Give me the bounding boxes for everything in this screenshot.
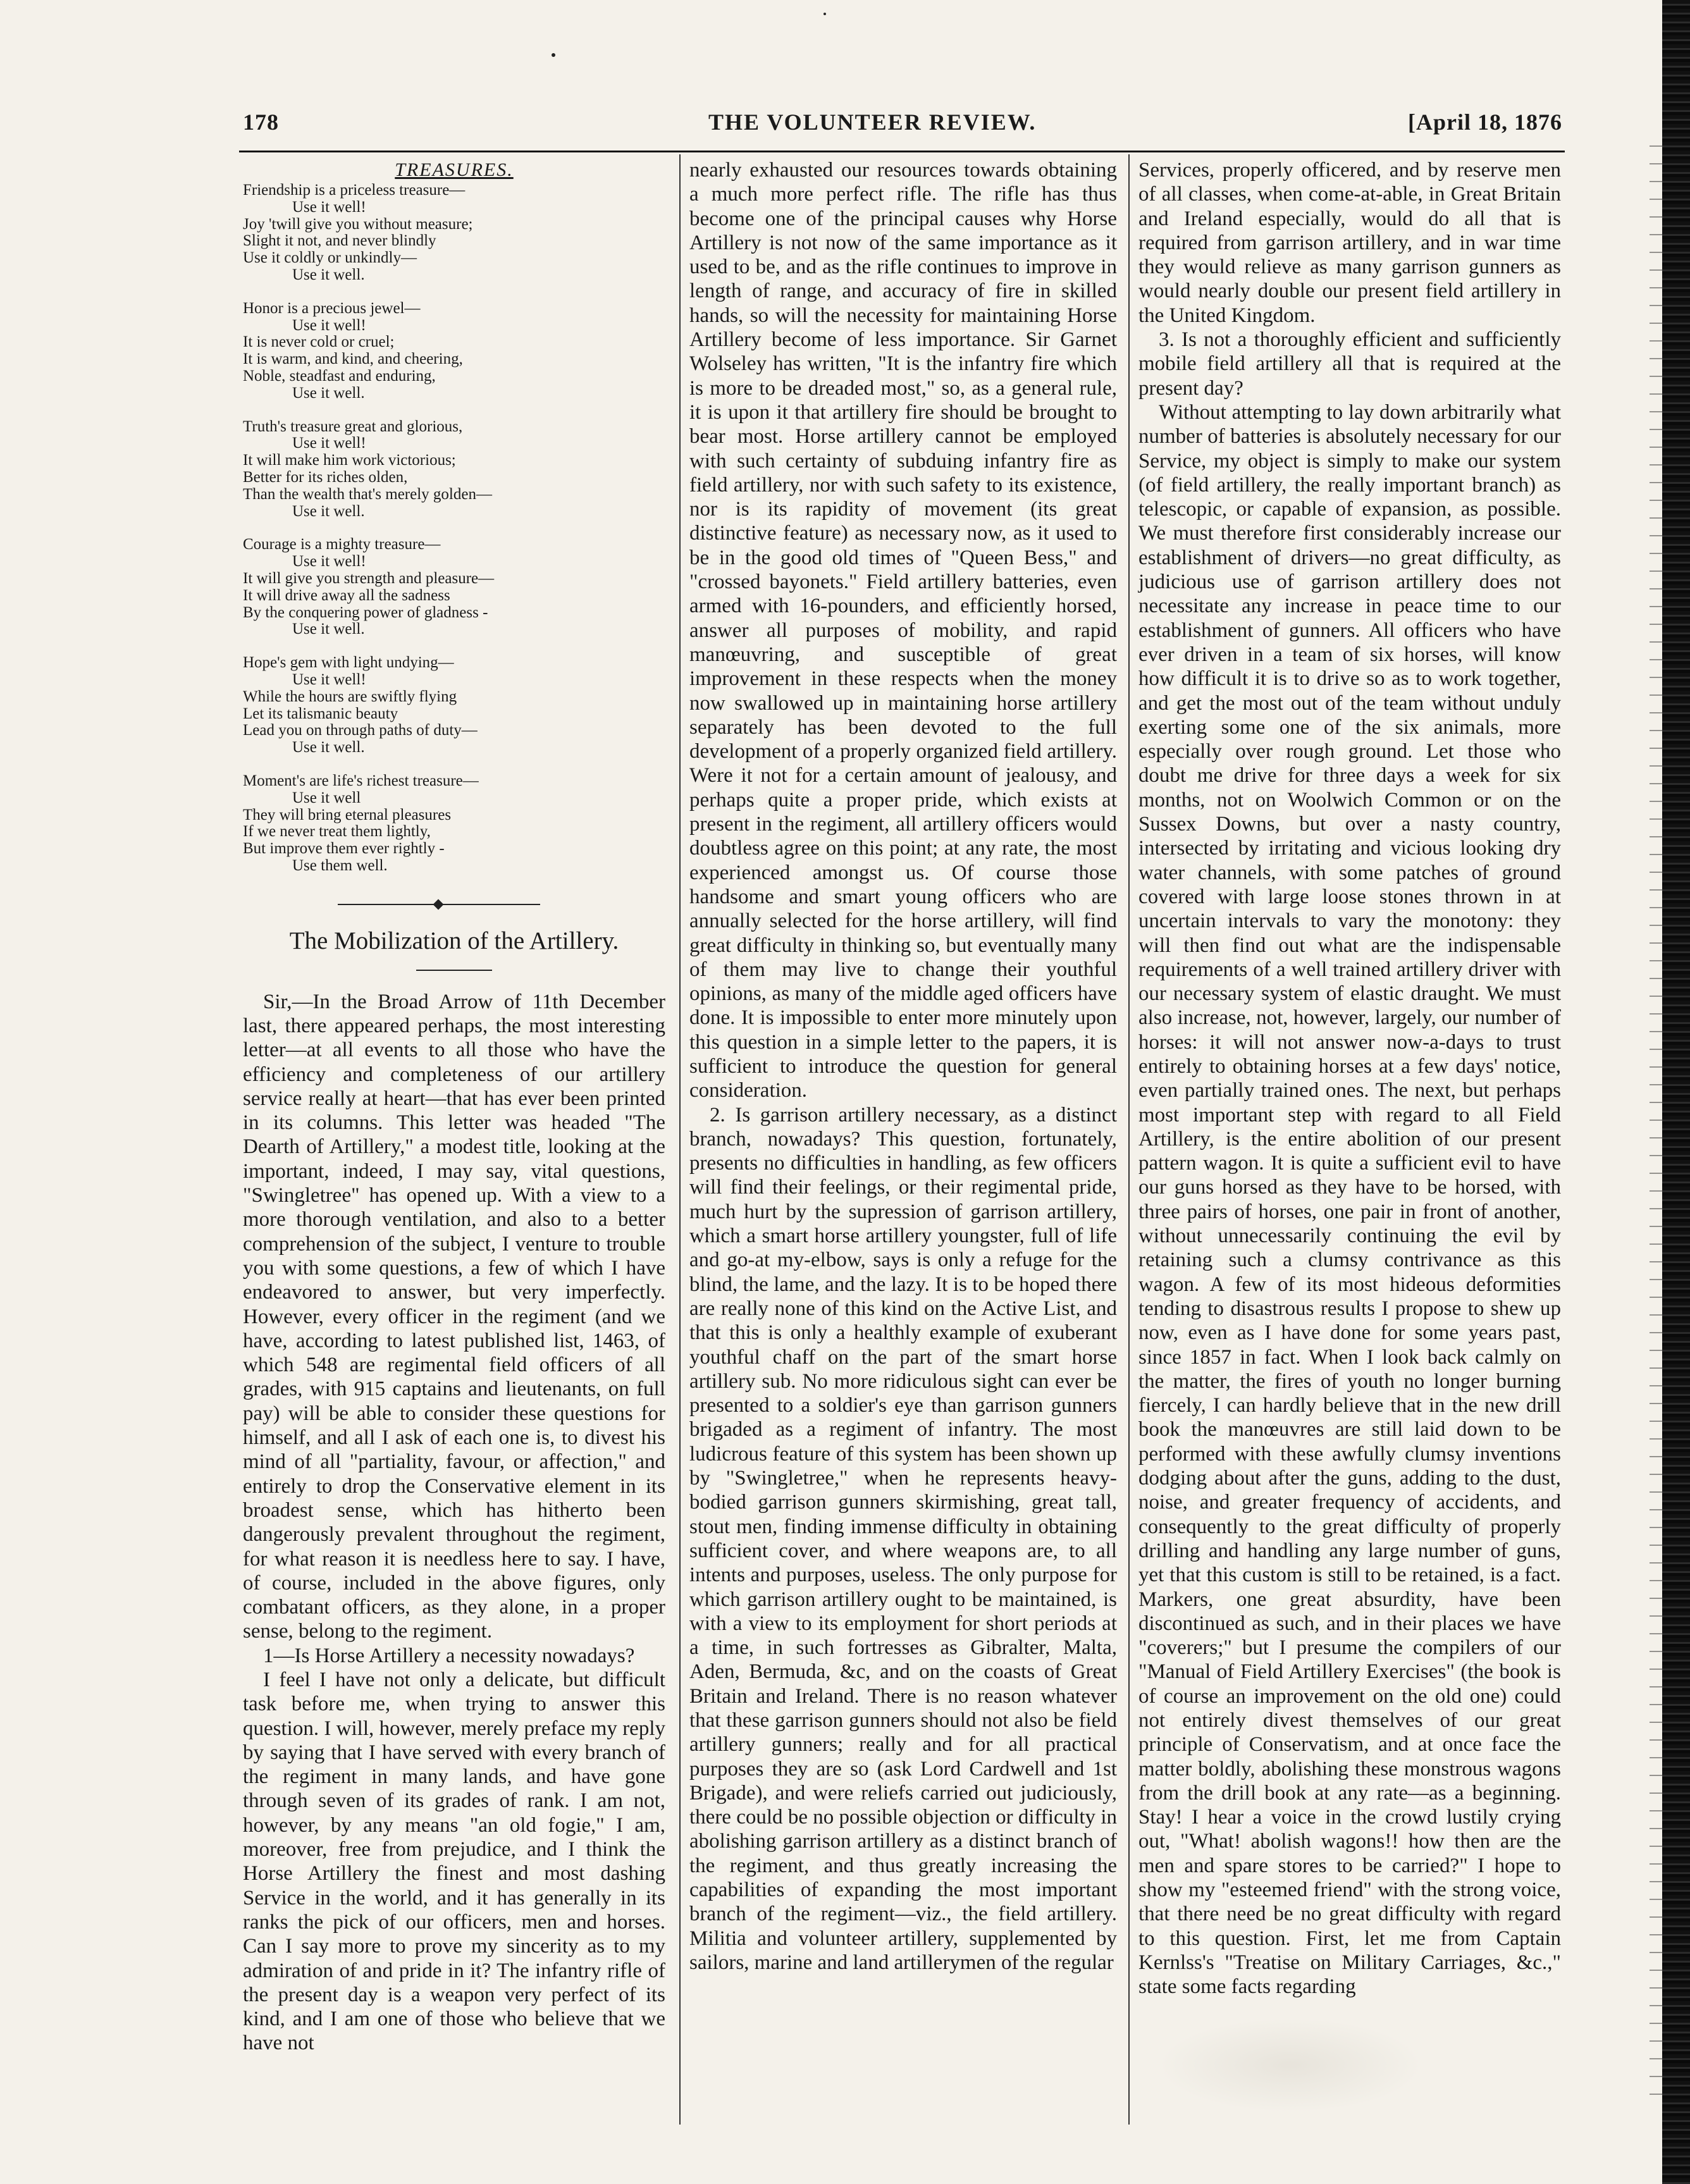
poem-line: It will make him work victorious; (243, 452, 456, 469)
poem-line: Friendship is a priceless treasure— (243, 182, 466, 199)
poem-line: Use it well. (292, 384, 365, 402)
poem-line: Use it well. (292, 266, 365, 283)
poem-line: Use it well! (292, 316, 366, 334)
poem-line: Let its talismanic beauty (243, 705, 398, 722)
paper-stain (1157, 2018, 1423, 2113)
poem-stanza (243, 300, 665, 402)
poem-stanza (243, 182, 665, 284)
poem-line: Truth's treasure great and glorious, (243, 417, 463, 435)
poem-line: Use it well. (292, 739, 365, 756)
poem-line: They will bring eternal pleasures (243, 806, 452, 824)
poem-line: Use it well (292, 789, 361, 806)
column-3 (1138, 158, 1561, 1999)
poem-line: It will give you strength and pleasure— (243, 569, 495, 587)
header-rule (239, 151, 1565, 152)
poem-title: TREASURES. (395, 159, 514, 180)
article-paragraph: I feel I have not only a delicate, but difficult task before me, when trying to answer this question. I will, however, merely preface my reply by saying that I have served with every branch of the regiment in many lands, and have gone through seven of its grades of rank. I am not, however, by any means "an old fogie," I am, moreover, free from prejudice, and I think the Horse Artillery the finest and most dashing Service in the world, and it has generally in its ranks the pick of our officers, men and horses. Can I say more to prove my sincerity as to my admiration of and pride in it? The infantry rifle of the present day is a weapon very perfect of its kind, and I am one of those who believe that we have not (243, 1669, 665, 2055)
poem-line: Moment's are life's richest treasure— (243, 772, 479, 789)
article-question: 3. Is not a thoroughly efficient and sufficiently mobile field artillery all that is required at the present day? (1138, 328, 1561, 400)
article-paragraph: Sir,—In the Broad Arrow of 11th December last, there appeared perhaps, the most interesting letter—at all events to all those who have the efficiency and completeness of our artillery service really at heart—that has ever been printed in its columns. This letter was headed "The Dearth of Artillery," a modest title, looking at the important, indeed, I may say, vital questions, "Swingletree" has opened up. With a view to a more thorough ventilation, and also to a better comprehension of the subject, I venture to trouble you with some questions, a few of which I have endeavored to answer, but very imperfectly. However, every officer in the regiment (and we have, according to latest published list, 1463, of which 548 are regimental field officers of all grades, with 915 captains and lieutenants, on full pay) will be able to consider these questions for himself, and all I ask of each one is, to divest his mind of all "partiality, favour, or affection," and entirely to drop the Conservative element in its broadest sense, which has hitherto been dangerously prevalent throughout the regiment, for what reason it is needless here to say. I have, of course, included in the above figures, only combatant officers, as they alone, in a proper sense, belong to the regiment. (243, 990, 665, 1643)
poem-line: If we never treat them lightly, (243, 823, 431, 841)
poem-line: Use it well. (292, 620, 365, 638)
poem-stanza (243, 655, 665, 756)
poem-line: Joy 'twill give you without measure; (243, 215, 473, 233)
poem-body (243, 182, 665, 875)
poem-line: Than the wealth that's merely golden— (243, 485, 492, 503)
article-paragraph: Services, properly officered, and by reserve men of all classes, when come-at-able, in Great Britain and Ireland especially, would do all that is required from garrison artillery, and in war time they would relieve as many garrison gunners as would nearly double our present field artillery in the United Kingdom. (1138, 159, 1561, 327)
poem-stanza (243, 419, 665, 521)
ink-speck (552, 53, 555, 57)
binding-spine (1662, 0, 1690, 2184)
section-ornament (243, 891, 665, 916)
issue-date: [April 18, 1876 (1408, 109, 1562, 135)
poem-line: Hope's gem with light undying— (243, 654, 454, 672)
publication-title: THE VOLUNTEER REVIEW. (708, 109, 1037, 135)
article-question: 1—Is Horse Artillery a necessity nowadays? (263, 1644, 635, 1667)
binding-shadow (1650, 139, 1662, 2100)
column-1 (243, 158, 665, 2056)
poem-line: Lead you on through paths of duty— (243, 722, 478, 739)
poem-line: It will drive away all the sadness (243, 586, 450, 604)
article-paragraph: 2. Is garrison artillery necessary, as a distinct branch, nowadays? This question, fortunately, presents no difficulties in handling, as few officers will find their feelings, or their regimental pride, much hurt by the supression of garrison artillery, which a smart horse artillery youngster, full of life and go-at my-elbow, says is only a refuge for the blind, the lame, and the lazy. It is to be hoped there are really none of this kind on the Active List, and that this is only a healthly example of exuberant youthful chaff on the part of the smart horse artillery sub. No more ridiculous sight can ever be presented to a soldier's eye than garrison gunners brigaded as a regiment of infantry. The most ludicrous feature of this system has been shown up by "Swingletree," when he represents heavy-bodied garrison gunners skirmishing, great tall, stout men, finding immense difficulty in obtaining sufficient cover, and where weapons are, to all intents and purposes, useless. The only purpose for which garrison artillery ought to be maintained, is with a view to its employment for short periods at a time, in such fortresses as Gibralter, Malta, Aden, Bermuda, &c, and on the coasts of Great Britain and Ireland. There is no reason whatever that these garrison gunners should not also be field artillery gunners; really and for all practical purposes they are so (ask Lord Cardwell and 1st Brigade), and were reliefs carried out judiciously, there could be no possible objection or difficulty in abolishing garrison artillery as a distinct branch of the regiment, and thus greatly increasing the capabilities of expanding the most important branch of the regiment—viz., the field artillery. Militia and volunteer artillery, supplemented by sailors, marine and land artillerymen of the regular (689, 1103, 1117, 1974)
poem-line: It is warm, and kind, and cheering, (243, 350, 463, 368)
poem-line: It is never cold or cruel; (243, 333, 395, 351)
running-header (243, 109, 1562, 147)
column-divider (1128, 154, 1130, 2125)
poem-line: Courage is a mighty treasure— (243, 536, 441, 553)
article-paragraph: nearly exhausted our resources towards obtaining a much more perfect rifle. The rifle has thus become one of the principal causes why Horse Artillery is not now of the same importance as it used to be, and as the rifle continues to improve in length of range, and accuracy of fire in skilled hands, so will the necessity for maintaining Horse Artillery become of less importance. Sir Garnet Wolseley has written, "It is the infantry fire which is more to be dreaded most," so, as a general rule, it is upon it that artillery fire should be brought to bear most. Horse artillery cannot be employed with such certainty of subduing infantry fire as field artillery, nor with such safety to its existence, nor is its rapidity of movement (its great distinctive feature) as necessary now, as it used to be in the good old times of "Queen Bess," and "crossed bayonets." Field artillery batteries, even armed with 16-pounders, and efficiently horsed, answer all purposes of mobility, and rapid manœuvring, and susceptible of great improvement in these respects when the money now swallowed up in maintaining horse artillery separately has been devoted to the full development of a properly organized field artillery. Were it not for a certain amount of jealousy, and perhaps quite a proper pride, which exists at present in the regiment, all artillery officers would doubtless agree on this point; at any rate, the most experienced amongst us. Of course those handsome and smart young officers who are annually selected for the horse artillery, will find great difficulty in thinking so, but eventually many of them may live to change their youthful opinions, as many of the middle aged officers have done. It is impossible to enter more minutely upon this question in a simple letter to the papers, it is sufficient to introduce the question for general consideration. (689, 159, 1117, 1102)
poem-line: Honor is a precious jewel— (243, 299, 421, 317)
poem-line: Use it well. (292, 502, 365, 520)
column-divider (679, 154, 681, 2125)
poem-line: Slight it not, and never blindly (243, 232, 436, 250)
poem-stanza (243, 536, 665, 638)
poem-stanza (243, 773, 665, 875)
article-title: The Mobilization of the Artillery. (289, 927, 619, 954)
poem-line: Noble, steadfast and enduring, (243, 367, 436, 385)
column-2 (689, 158, 1117, 1975)
poem-line: But improve them ever rightly - (243, 840, 445, 858)
poem-line: By the conquering power of gladness - (243, 603, 488, 621)
article-paragraph: Without attempting to lay down arbitrarily what number of batteries is absolutely necessary for our Service, my object is simply to make our system (of field artillery, the really important branch) as telescopic, or capable of expansion, as possible. We must therefore first considerably increase our establishment of drivers—no great difficulty, as judicious use of garrison artillery does not necessitate any increase in peace time to our establishment of gunners. All officers who have ever driven in a team of six horses, will know how difficult it is to drive so as to work together, and get the most out of the team without unduly exerting some one of the six animals, more especially over rough ground. Let those who doubt me drive for three days a week for six months, not on Woolwich Common or on the Sussex Downs, but over a nasty country, intersected by irritating and vicious looking dry water channels, with some patches of ground covered with large loose stones thrown in at uncertain intervals to vary the monotony: they will then find out what are the indispensable requirements of a well trained artillery driver with our necessary system of elastic draught. We must also increase, not, however, largely, our number of horses: it will not answer now-a-days to trust entirely to obtaining horses at a few days' notice, even partially trained ones. The next, but perhaps most important step with regard to all Field Artillery, is the entire abolition of our present pattern wagon. It is quite a sufficient evil to have our guns horsed as they have to be horsed, with three pairs of horses, one pair in front of another, without unnecessarily continuing the evil by retaining such a clumsy contrivance as this wagon. A few of its most hideous deformities tending to disastrous results I propose to shew up now, even as I have done for some years past, since 1857 in fact. When I look back calmly on the matter, the fires of youth no longer burning fiercely, I can hardly believe that in the new drill book the manœuvres are still laid down to be performed with these awfully clumsy inventions dodging about after the guns, adding to the dust, noise, and greater frequency of accidents, and consequently to the great difficulty of properly drilling and handling any large number of guns, yet that this custom is still to be retained, is a fact. Markers, one great absurdity, have been discontinued as such, and in their places we have "coverers;" but I presume the compilers of our "Manual of Field Artillery Exercises" (the book is of course an improvement on the old one) could not entirely divest themselves of our great principle of Conservatism, and at once face the matter boldly, abolishing these monstrous wagons from the drill book at any rate—as a beginning. Stay! I hear a voice in the crowd lustily crying out, "What! abolish wagons!! how then are the men and spare stores to be carried?" I hope to show my "esteemed friend" with the strong voice, that there need be no great difficulty with regard to this question. First, let me from Captain Kernlss's "Treatise on Military Carriages, &c.," state some facts regarding (1138, 400, 1561, 1999)
ink-speck (823, 13, 826, 15)
title-rule (416, 970, 492, 971)
poem-line: Use it well! (292, 670, 366, 688)
poem-line: Use it well! (292, 553, 366, 571)
poem-line: Better for its riches olden, (243, 468, 408, 486)
poem-line: Use it well! (292, 435, 366, 452)
poem-line: While the hours are swiftly flying (243, 688, 457, 705)
page-number: 178 (243, 109, 279, 135)
poem-line: Use it well! (292, 198, 366, 216)
poem-line: Use it coldly or unkindly— (243, 249, 417, 267)
poem-line: Use them well. (292, 856, 388, 874)
